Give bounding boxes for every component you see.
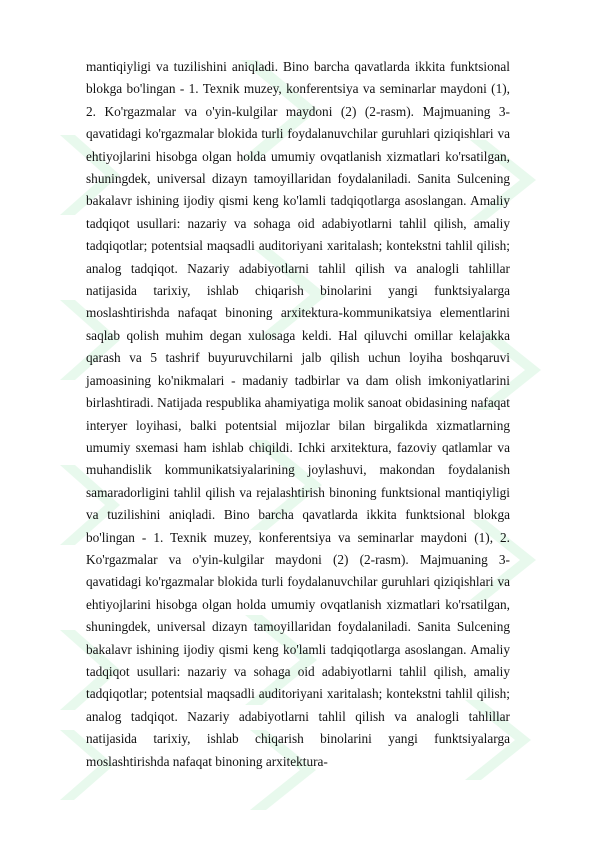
document-body [86, 56, 510, 773]
body-paragraph: mantiqiyligi va tuzilishini aniqladi. Bino barcha qavatlarda ikkita funktsional blokga bo'lingan - 1. Texnik muzey, konferentsiya va seminarlar maydoni (1), 2. Ko'rgazmalar va o'yin-kulgilar maydoni (2) (2-rasm). Majmuaning 3-qavatidagi ko'rgazmalar blokida turli foydalanuvchilar guruhlari qiziqishlari va ehtiyojlarini hisobga olgan holda umumiy ovqatlanish xizmatlari ko'rsatilgan, shuningdek, universal dizayn tamoyillaridan foydalaniladi. Sanita Sulcening bakalavr ishining ijodiy qismi keng ko'lamli tadqiqotlarga asoslangan. Amaliy tadqiqot usullari: nazariy va sohaga oid adabiyotlarni tahlil qilish, amaliy tadqiqotlar; potentsial maqsadli auditoriyani xaritalash; kontekstni tahlil qilish; analog tadqiqot. Nazariy adabiyotlarni tahlil qilish va analogli tahlillar natijasida tarixiy, ishlab chiqarish binolarini yangi funktsiyalarga moslashtirishda nafaqat binoning arxitektura-kommunikatsiya elementlarini saqlab qolish muhim degan xulosaga keldi. Hal qiluvchi omillar kelajakka qarash va 5 tashrif buyuruvchilarni jalb qilish uchun loyiha boshqaruvi jamoasining ko'nikmalari - madaniy tadbirlar va dam olish imkoniyatlarini birlashtiradi. Natijada respublika ahamiyatiga molik sanoat obidasining nafaqat interyer loyihasi, balki potentsial mijozlar bilan birgalikda xizmatlarning umumiy sxemasi ham ishlab chiqildi. Ichki arxitektura, fazoviy qatlamlar va muhandislik kommunikatsiyalarining joylashuvi, makondan foydalanish samaradorligini tahlil qilish va rejalashtirish binoning funktsional mantiqiyligi va tuzilishini aniqladi. Bino barcha qavatlarda ikkita funktsional blokga bo'lingan - 1. Texnik muzey, konferentsiya va seminarlar maydoni (1), 2. Ko'rgazmalar va o'yin-kulgilar maydoni (2) (2-rasm). Majmuaning 3-qavatidagi ko'rgazmalar blokida turli foydalanuvchilar guruhlari qiziqishlari va ehtiyojlarini hisobga olgan holda umumiy ovqatlanish xizmatlari ko'rsatilgan, shuningdek, universal dizayn tamoyillaridan foydalaniladi. Sanita Sulcening bakalavr ishining ijodiy qismi keng ko'lamli tadqiqotlarga asoslangan. Amaliy tadqiqot usullari: nazariy va sohaga oid adabiyotlarni tahlil qilish, amaliy tadqiqotlar; potentsial maqsadli auditoriyani xaritalash; kontekstni tahlil qilish; analog tadqiqot. Nazariy adabiyotlarni tahlil qilish va analogli tahlillar natijasida tarixiy, ishlab chiqarish binolarini yangi funktsiyalarga moslashtirishda nafaqat binoning arxitektura- [86, 59, 510, 769]
